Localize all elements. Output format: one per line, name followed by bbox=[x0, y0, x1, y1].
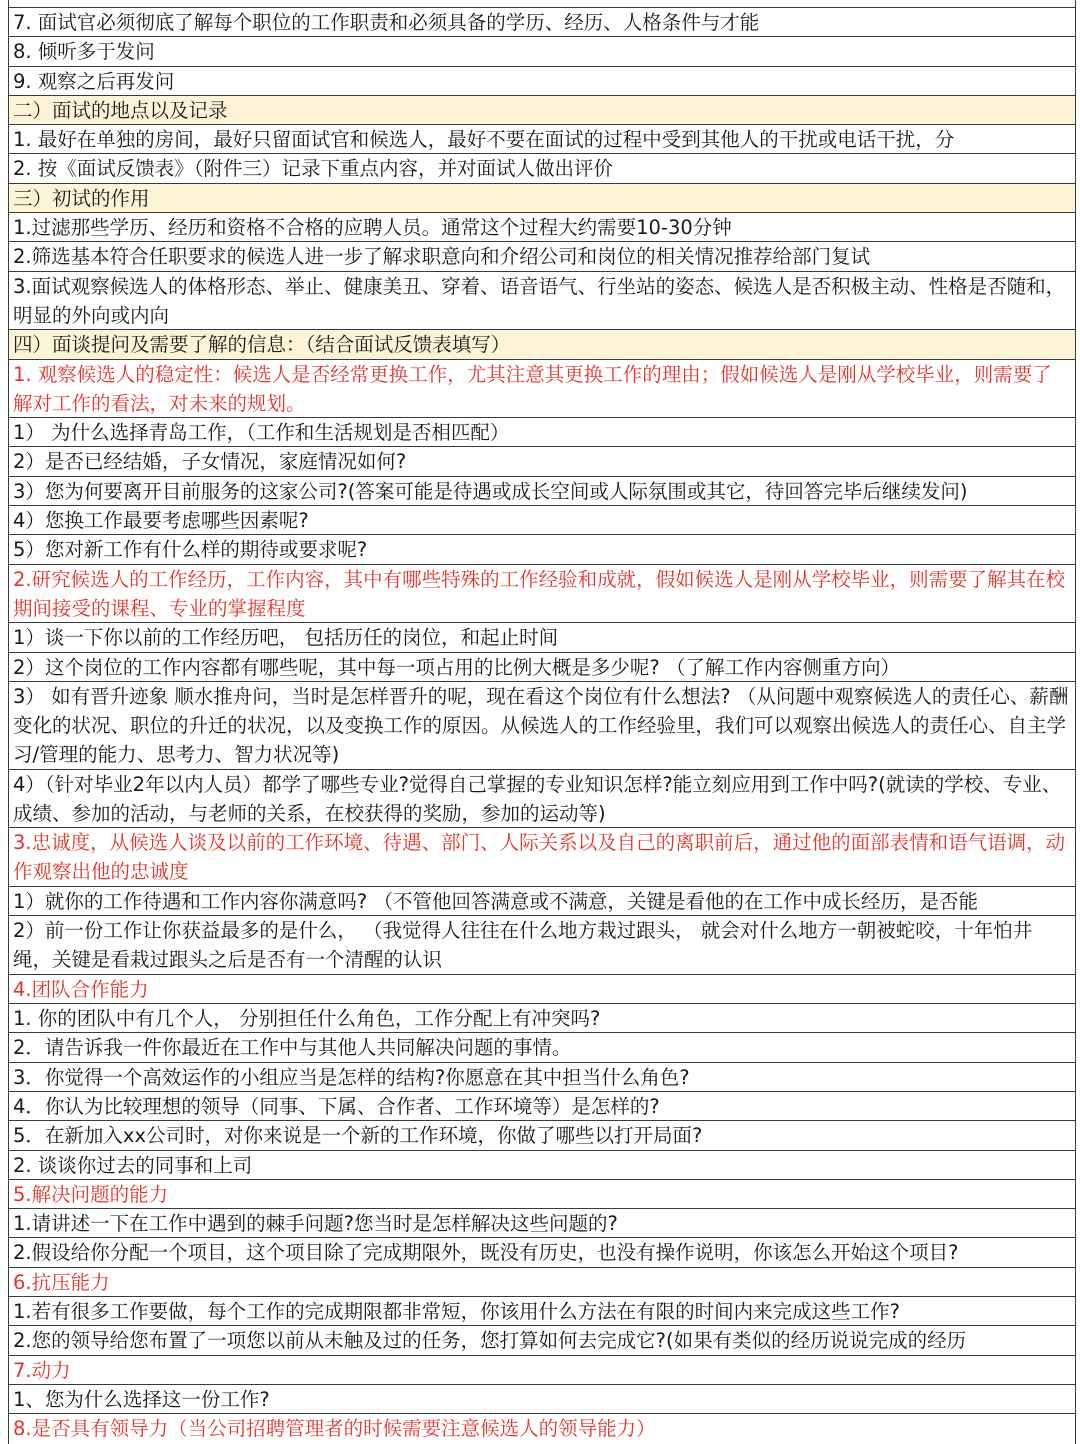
section-header-row: 三）初试的作用 bbox=[9, 184, 1075, 213]
table-row: 1） 为什么选择青岛工作，（工作和生活规划是否相匹配） bbox=[9, 418, 1075, 447]
table-row: 1）谈一下你以前的工作经历吧， 包括历任的岗位，和起止时间 bbox=[9, 623, 1075, 652]
table-row: 2）前一份工作让你获益最多的是什么， （我觉得人往往在什么地方栽过跟头， 就会对什么地方一朝被蛇咬，十年怕井绳，关键是看栽过跟头之后是否有一个清醒的认识 bbox=[9, 916, 1075, 975]
table-row: 2.您的领导给您布置了一项您以前从未触及过的任务，您打算如何去完成它?(如果有类似的经历说说完成的经历 bbox=[9, 1326, 1075, 1355]
table-row: 1. 最好在单独的房间，最好只留面试官和候选人，最好不要在面试的过程中受到其他人的干扰或电话干扰，分 bbox=[9, 125, 1075, 154]
table-row: 9. 观察之后再发问 bbox=[9, 67, 1075, 96]
section-header-row: 四）面谈提问及需要了解的信息：（结合面试反馈表填写） bbox=[9, 330, 1075, 359]
table-row: 1.请讲述一下在工作中遇到的棘手问题?您当时是怎样解决这些问题的? bbox=[9, 1209, 1075, 1238]
topic-heading-row: 3.忠诚度，从候选人谈及以前的工作环境、待遇、部门、人际关系以及自己的离职前后，通过他的面部表情和语气语调，动作观察出他的忠诚度 bbox=[9, 828, 1075, 887]
table-row: 1.若有很多工作要做，每个工作的完成期限都非常短，你该用什么方法在有限的时间内来完成这些工作? bbox=[9, 1297, 1075, 1326]
topic-heading-row: 5.解决问题的能力 bbox=[9, 1180, 1075, 1209]
table-row: 2）是否已经结婚，子女情况，家庭情况如何? bbox=[9, 447, 1075, 476]
topic-heading-row: 6.抗压能力 bbox=[9, 1268, 1075, 1297]
table-row: 8. 倾听多于发问 bbox=[9, 37, 1075, 66]
topic-heading-row: 2.研究候选人的工作经历，工作内容，其中有哪些特殊的工作经验和成就，假如候选人是刚从学校毕业，则需要了解其在校期间接受的课程、专业的掌握程度 bbox=[9, 565, 1075, 624]
table-row: 4）您换工作最要考虑哪些因素呢? bbox=[9, 506, 1075, 535]
table-row: 2）这个岗位的工作内容都有哪些呢，其中每一项占用的比例大概是多少呢? （了解工作内容侧重方向） bbox=[9, 653, 1075, 682]
table-row: 5．在新加入xx公司时，对你来说是一个新的工作环境，你做了哪些以打开局面? bbox=[9, 1121, 1075, 1150]
table-row: 3）您为何要离开目前服务的这家公司?(答案可能是待遇或成长空间或人际氛围或其它，待回答完毕后继续发问) bbox=[9, 477, 1075, 506]
table-row: 4）（针对毕业2年以内人员）都学了哪些专业?觉得自己掌握的专业知识怎样?能立刻应用到工作中吗?(就读的学校、专业、成绩、参加的活动，与老师的关系，在校获得的奖励，参加的运动等) bbox=[9, 770, 1075, 829]
table-row: 2.筛选基本符合任职要求的候选人进一步了解求职意向和介绍公司和岗位的相关情况推荐给部门复试 bbox=[9, 242, 1075, 271]
table-row: 2.假设给你分配一个项目，这个项目除了完成期限外，既没有历史，也没有操作说明，你该怎么开始这个项目? bbox=[9, 1238, 1075, 1267]
section-header-row: 二）面试的地点以及记录 bbox=[9, 96, 1075, 125]
table-row: 1）就你的工作待遇和工作内容你满意吗? （不管他回答满意或不满意，关键是看他的在工作中成长经历，是否能 bbox=[9, 887, 1075, 916]
table-row: 5）您对新工作有什么样的期待或要求呢? bbox=[9, 535, 1075, 564]
table-row: 1.过滤那些学历、经历和资格不合格的应聘人员。通常这个过程大约需要10-30分钟 bbox=[9, 213, 1075, 242]
table-row: 2. 按《面试反馈表》（附件三）记录下重点内容，并对面试人做出评价 bbox=[9, 154, 1075, 183]
topic-heading-row: 4.团队合作能力 bbox=[9, 975, 1075, 1004]
table-row: 2．请告诉我一件你最近在工作中与其他人共同解决问题的事情。 bbox=[9, 1033, 1075, 1062]
table-row: 4．你认为比较理想的领导（同事、下属、合作者、工作环境等）是怎样的? bbox=[9, 1092, 1075, 1121]
table-row: 3.面试观察候选人的体格形态、举止、健康美丑、穿着、语音语气、行坐站的姿态、候选人是否积极主动、性格是否随和，明显的外向或内向 bbox=[9, 272, 1075, 331]
table-row bbox=[9, 0, 1075, 8]
table-row: 3．你觉得一个高效运作的小组应当是怎样的结构?你愿意在其中担当什么角色? bbox=[9, 1063, 1075, 1092]
table-row: 2. 谈谈你过去的同事和上司 bbox=[9, 1151, 1075, 1180]
table-row: 1、您为什么选择这一份工作? bbox=[9, 1385, 1075, 1414]
interview-guide-table bbox=[8, 0, 1076, 1444]
topic-heading-row: 7.动力 bbox=[9, 1356, 1075, 1385]
topic-heading-row: 1. 观察候选人的稳定性：候选人是否经常更换工作，尤其注意其更换工作的理由；假如候选人是刚从学校毕业，则需要了解对工作的看法，对未来的规划。 bbox=[9, 360, 1075, 419]
table-row: 3） 如有晋升迹象 顺水推舟问，当时是怎样晋升的呢，现在看这个岗位有什么想法? （从问题中观察候选人的责任心、薪酬变化的状况、职位的升迁的状况，以及变换工作的原因。从候选人的工作经验里，我们可以观察出候选人的责任心、自主学习/管理的能力、思考力、智力状况等) bbox=[9, 682, 1075, 770]
topic-heading-row: 8.是否具有领导力（当公司招聘管理者的时候需要注意候选人的领导能力） bbox=[13, 1417, 656, 1441]
table-row: 7. 面试官必须彻底了解每个职位的工作职责和必须具备的学历、经历、人格条件与才能 bbox=[9, 8, 1075, 37]
table-row: 1. 你的团队中有几个人， 分别担任什么角色，工作分配上有冲突吗? bbox=[9, 1004, 1075, 1033]
